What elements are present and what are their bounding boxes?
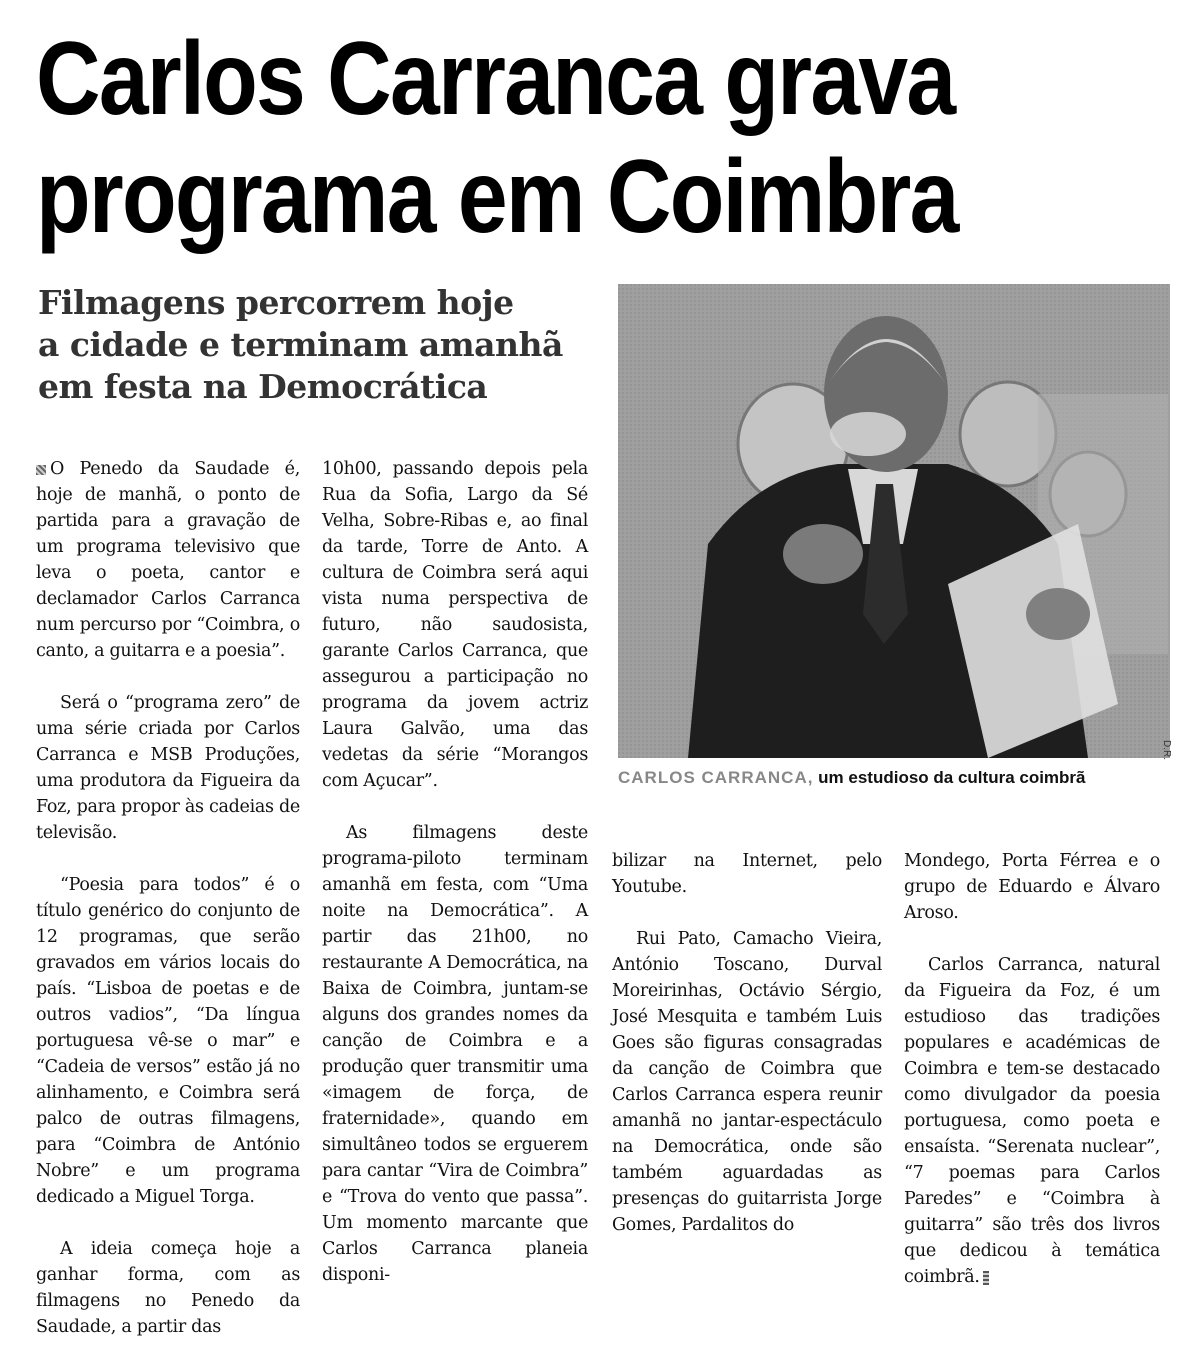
paragraph: “Poesia para todos” é o título genérico do conjunto de 12 programas, que serão gravados em vários locais do país. “Lisboa de poetas e de outros vadios”, “Da língua portuguesa vê-se o mar” e “Cadeia de versos” estão já no alinhamento, e Coimbra será palco de outras filmagens, para “Coimbra de António Nobre” e um programa dedicado a Miguel Torga. — [36, 875, 300, 1207]
paragraph: bilizar na Internet, pelo Youtube. — [612, 851, 882, 897]
paragraph: Será o “programa zero” de uma série criada por Carlos Carranca e MSB Produções, uma produtora da Figueira da Foz, para propor às cadeias de televisão. — [36, 693, 300, 843]
paragraph — [904, 952, 1160, 1290]
paragraph: Mondego, Porta Férrea e o grupo de Eduardo e Álvaro Aroso. — [904, 851, 1160, 923]
headline — [36, 20, 1008, 256]
body-column-3 — [612, 822, 882, 1264]
paragraph: 10h00, passando depois pela Rua da Sofia, Largo da Sé Velha, Sobre-Ribas e, ao final da tarde, Torre de Anto. A cultura de Coimbra será aqui vista numa perspectiva de futuro, não saudosista, garante Carlos Carranca, que assegurou a participação no programa da jovem actriz Laura Galvão, uma das vedetas da série “Morangos com Açucar”. — [322, 459, 588, 791]
body-column-4 — [904, 822, 1160, 1316]
paragraph: Rui Pato, Camacho Vieira, António Toscano, Durval Moreirinhas, Octávio Sérgio, José Mesquita e também Luis Goes são figuras consagradas da canção de Coimbra que Carlos Carranca espera reunir amanhã no jantar-espectáculo na Democrática, onde são também aguardadas as presenças do guitarrista Jorge Gomes, Pardalitos do — [612, 929, 882, 1235]
body-column-1 — [36, 430, 300, 1366]
article-photo — [618, 284, 1170, 758]
end-of-article-icon — [983, 1271, 989, 1285]
headline-line-2: programa em Coimbra — [36, 139, 958, 255]
portrait-photo-illustration — [618, 284, 1170, 758]
paragraph-text: Carlos Carranca, natural da Figueira da Foz, é um estudioso das tradições populares e académicas de Coimbra e tem-se destacado como divulgador da poesia portuguesa, como poeta e ensaísta. “Serenata nuclear”, “7 poemas para Carlos Paredes” e “Coimbra à guitarra” são três dos livros que dedicou à temática coimbrã. — [904, 955, 1160, 1287]
paragraph — [36, 456, 300, 664]
standfirst-line-1: Filmagens percorrem hoje — [38, 283, 514, 322]
paragraph: A ideia começa hoje a ganhar forma, com as filmagens no Penedo da Saudade, a partir das — [36, 1239, 300, 1337]
headline-line-1: Carlos Carranca grava — [36, 21, 955, 137]
photo-caption — [618, 768, 1178, 788]
standfirst-line-2: a cidade e terminam amanhã — [38, 325, 563, 364]
standfirst — [38, 282, 598, 408]
caption-name: CARLOS CARRANCA, — [618, 768, 814, 787]
caption-text: um estudioso da cultura coimbrã — [813, 768, 1086, 787]
body-column-2 — [322, 430, 588, 1314]
paragraph-text: O Penedo da Saudade é, hoje de manhã, o ponto de partida para a gravação de um programa televisivo que leva o poeta, cantor e declamador Carlos Carranca num percurso por “Coimbra, o canto, a guitarra e a poesia”. — [36, 459, 300, 661]
paragraph: As filmagens deste programa-piloto terminam amanhã em festa, com “Uma noite na Democrática”. A partir das 21h00, no restaurante A Democrática, na Baixa de Coimbra, juntam-se alguns dos grandes nomes da canção de Coimbra e a produção quer transmitir uma «imagem de força, de fraternidade», quando em simultâneo todos se erguerem para cantar “Vira de Coimbra” e “Trova do vento que passa”. Um momento marcante que Carlos Carranca planeia disponi- — [322, 823, 588, 1285]
standfirst-line-3: em festa na Democrática — [38, 367, 488, 406]
section-marker-icon — [36, 465, 46, 475]
photo-credit: D.R. — [1161, 740, 1172, 760]
